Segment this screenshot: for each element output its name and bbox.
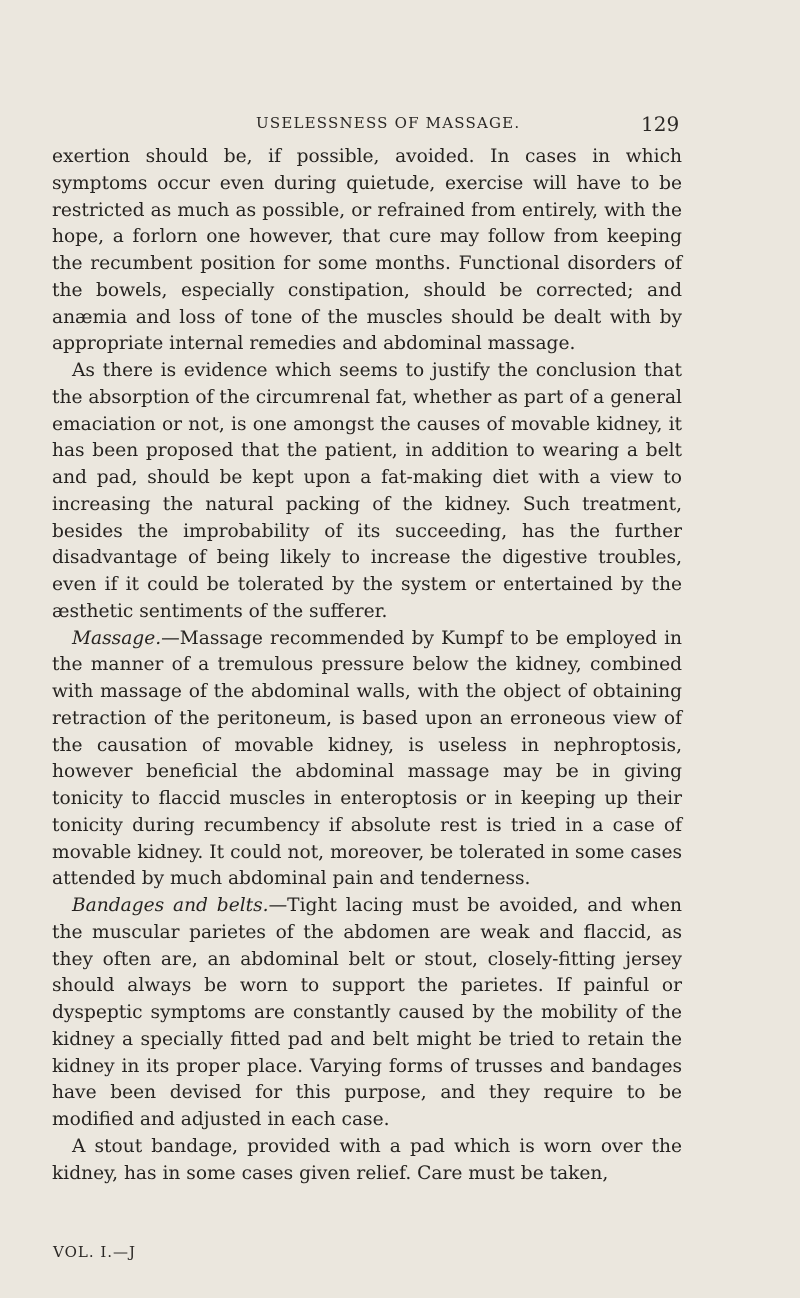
paragraph-massage bbox=[52, 626, 682, 894]
paragraph-stout-bandage bbox=[52, 1134, 682, 1188]
printer-signature: VOL. I.—J bbox=[53, 1243, 137, 1261]
body-text bbox=[52, 144, 682, 1187]
section-heading-bandages: Bandages and belts. bbox=[72, 895, 269, 916]
paragraph-continuation bbox=[52, 144, 682, 358]
paragraph-text: A stout bandage, provided with a pad which is worn over the kidney, has in some cases given relief. Care must be taken, bbox=[52, 1135, 682, 1184]
paragraph-text: exertion should be, if possible, avoided. In cases in which symptoms occur even during quietude, exercise will have to be restricted as much as possible, or refrained from entirely, with the hope, a forlorn one however, that cure may follow from keeping the recumbent position for some months. Functional disorders of the bowels, especially constipation, should be corrected; and anæmia and loss of tone of the muscles should be dealt with by appropriate internal remedies and abdominal massage. bbox=[52, 146, 682, 355]
section-heading-massage: Massage. bbox=[72, 627, 162, 649]
running-header bbox=[0, 112, 800, 138]
paragraph-bandages bbox=[52, 893, 682, 1134]
page-number: 129 bbox=[641, 112, 680, 136]
paragraph-text: —Massage recommended by Kumpf to be employed in the manner of a tremulous pressure below the kidney, combined with massage of the abdominal walls, with the object of obtaining retraction of the peritoneum, is based upon an erroneous view of the causation of movable kidney, is useless in nephroptosis, however beneficial the abdominal massage may be in giving tonicity to flaccid muscles in enteroptosis or in keeping up their tonicity during recumbency if absolute rest is tried in a case of movable kidney. It could not, moreover, be tolerated in some cases attended by much abdominal pain and tenderness. bbox=[52, 627, 682, 890]
paragraph-text: —Tight lacing must be avoided, and when the muscular parietes of the abdomen are weak and flaccid, as they often are, an abdominal belt or stout, closely-fitting jersey should always be worn to support the parietes. If painful or dyspeptic symptoms are constantly caused by the mobility of the kidney a specially fitted pad and belt might be tried to retain the kidney in its proper place. Varying forms of trusses and bandages have been devised for this purpose, and they require to be modified and adjusted in each case. bbox=[52, 895, 682, 1130]
paragraph-circumrenal-fat bbox=[52, 358, 682, 626]
paragraph-text: As there is evidence which seems to justify the conclusion that the absorption of the circumrenal fat, whether as part of a general emaciation or not, is one amongst the causes of movable kidney, it has been proposed that the patient, in addition to wearing a belt and pad, should be kept upon a fat-making diet with a view to increasing the natural packing of the kidney. Such treatment, besides the improbability of its succeeding, has the further disadvantage of being likely to increase the digestive troubles, even if it could be tolerated by the system or entertained by the æsthetic sentiments of the sufferer. bbox=[52, 360, 682, 622]
running-title: USELESSNESS OF MASSAGE. bbox=[256, 114, 521, 132]
